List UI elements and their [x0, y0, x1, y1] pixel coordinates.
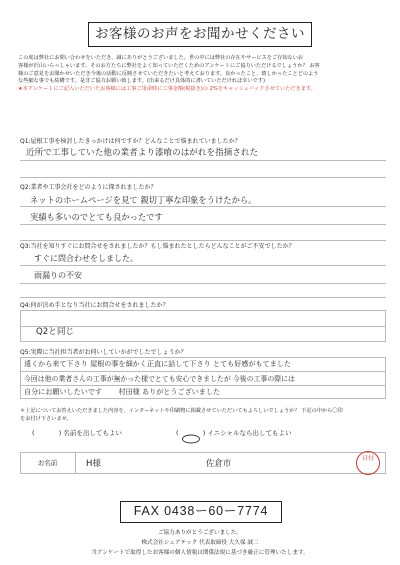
- answer-3-line1: すぐに問合わせをしました。: [34, 254, 138, 263]
- option-initials[interactable]: [176, 428, 291, 437]
- customer-city: 佐倉市: [206, 458, 232, 468]
- paren-open: (: [176, 429, 179, 437]
- answer-5-line2: 今回は他の業者さんの工事が無かった様でとても安心できましたが 今後の工事の際には: [24, 375, 295, 383]
- circle-mark-icon: [181, 434, 201, 444]
- answer-line: [20, 177, 386, 178]
- answer-line: [20, 224, 386, 225]
- intro-text: [18, 55, 388, 94]
- answer-5-line1: 遠くから来て下さり 屋根の事を細かく正直に話して下さり とても好感がもてました: [24, 359, 291, 368]
- name-label: お名前: [20, 452, 76, 474]
- thanks-text: ご協力ありがとうございました。: [158, 530, 242, 536]
- intro-line: 様のご意見をお聞かせいただき今後の活動に反映させていただきたいと考えております。良かったこと、嬉しかったことどのよう: [18, 70, 319, 77]
- answer-4: Q2と同じ: [36, 327, 75, 337]
- question-3: Q3:当社を知りすぐにお問合せをされましたか？もし悩まれたとしたらどんなことがご不安でしたか？: [20, 243, 295, 250]
- seal-stamp: [356, 451, 380, 475]
- privacy-notice: 当アンケートで取得したお客様の個人情報は関係法規に基づき厳正に管理いたします。: [91, 550, 309, 556]
- option-name-label: 名前を出してもよい: [63, 429, 122, 437]
- intro-line: 客様が沢山いらっしゃいます。そのお方たちに弊社をよく知っていただくためのアンケートにご協力いただけるでしょうか？ お客: [18, 62, 320, 69]
- option-initials-label: イニシャルなら出してもよい: [207, 429, 292, 437]
- company-name: 株式会社シェアテック 代表取締役 大久保 誠二: [141, 540, 259, 546]
- answer-2-line2: 実績も多いのでとても良かったです: [30, 212, 163, 222]
- seal-text: 日付: [361, 455, 374, 462]
- paren-open: (: [32, 429, 35, 437]
- answer-3-line2: 雨漏りの不安: [34, 271, 82, 280]
- fax-number: FAX 0438ー60ー7774: [120, 501, 282, 523]
- question-1: Q1:屋根工事を検討したきっかけは何ですか？どんなことで悩まれていましたか？: [20, 138, 241, 145]
- answer-line: [20, 326, 386, 327]
- answer-line: [20, 385, 386, 386]
- paren-close: ): [58, 429, 62, 437]
- answer-line: [20, 206, 386, 207]
- option-name[interactable]: [32, 428, 122, 437]
- intro-line: な些細な事でも結構です。是非ご協力お願い致します。(出来るだけ具体的に書いていただければ幸いです): [18, 78, 266, 85]
- answer-2-line1: ネットのホームページを見て 親切丁寧な印象をうけたから。: [30, 195, 257, 205]
- publish-consent-text: ＊上記についてお答えいただきました内容を、インターネットや印刷物に掲載させていただいてもよろしいでしょうか？ 下記の中から〇印: [20, 408, 343, 414]
- cashback-notice: ★本アンケートにご記入いただいたお客様には工事ご用命時に工事金額(税抜き)の 2%をキャッシュバックさせていただきます。: [18, 86, 316, 93]
- question-5: Q5:実際に当社担当者がお伺いしていかがでしたでしょうか？: [20, 349, 187, 356]
- intro-line: この度は弊社にお問い合わせをいただき、誠にありがとうございました。世の中には弊社の存在やサービスをご存知ないお: [18, 55, 304, 61]
- customer-name: H様: [86, 459, 101, 469]
- question-4: Q4:何が決め手となり当社にお問合せをされましたか？: [20, 302, 169, 309]
- publish-consent-text: をお付け下さいませ。: [20, 416, 72, 422]
- answer-5-line3: 自分にお願いしたいです 村田様 ありがとうございました: [24, 387, 221, 396]
- answer-line: [20, 265, 386, 266]
- question-2: Q2:業者や工事会社をどのように探されましたか？: [20, 184, 157, 191]
- paren-close: ): [202, 429, 206, 437]
- page-title: お客様のお声をお聞かせください: [88, 22, 312, 47]
- answer-line: [20, 160, 386, 161]
- answer-line: [20, 283, 386, 284]
- answer-line: [20, 297, 386, 298]
- answer-1: 近所で工事していた他の業者より漆喰のはがれを指摘された: [26, 148, 259, 158]
- answer-line: [20, 371, 386, 372]
